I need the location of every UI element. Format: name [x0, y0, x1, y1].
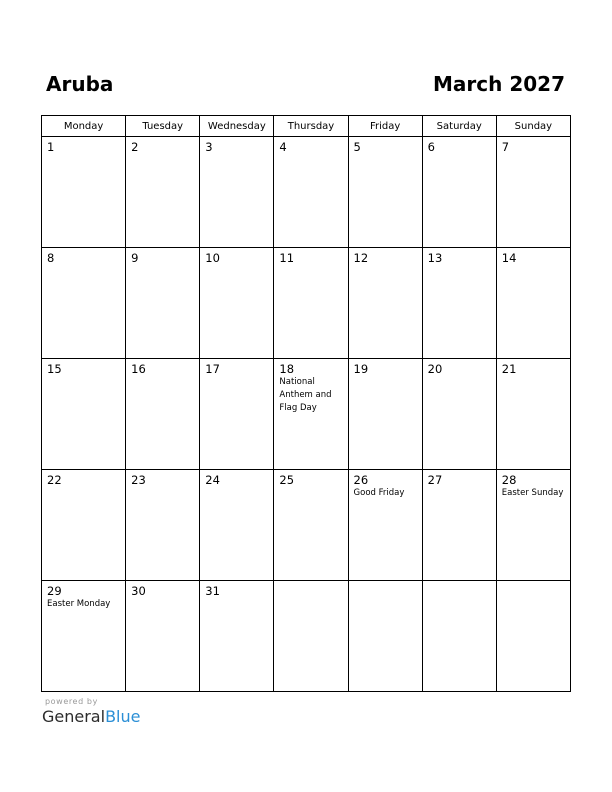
weekday-wednesday: Wednesday — [200, 116, 274, 137]
day-cell — [422, 248, 496, 359]
day-cell — [348, 248, 422, 359]
day-cell — [274, 248, 348, 359]
day-cell — [496, 248, 570, 359]
weekday-monday: Monday — [42, 116, 126, 137]
day-cell — [274, 137, 348, 248]
day-cell — [126, 470, 200, 581]
day-number: 12 — [353, 251, 369, 265]
day-number: 15 — [47, 362, 62, 376]
generalblue-logo-link[interactable] — [42, 707, 140, 727]
week-row-4 — [42, 470, 571, 581]
day-cell — [200, 137, 274, 248]
day-cell — [200, 581, 274, 692]
day-number: 30 — [131, 584, 146, 598]
day-cell — [200, 470, 274, 581]
day-number: 18 — [279, 362, 295, 376]
day-number: 19 — [353, 362, 369, 376]
day-number: 13 — [427, 251, 443, 265]
day-cell — [422, 470, 496, 581]
holiday-label: Easter Sunday — [501, 488, 564, 498]
day-number: 6 — [427, 140, 435, 154]
day-number: 8 — [47, 251, 55, 265]
holiday-label: Good Friday — [353, 488, 405, 498]
day-number: 14 — [501, 251, 517, 265]
day-number: 29 — [47, 584, 62, 598]
day-cell — [126, 359, 200, 470]
day-number: 11 — [279, 251, 295, 265]
day-number: 1 — [47, 140, 55, 154]
day-cell — [126, 581, 200, 692]
day-cell — [422, 137, 496, 248]
day-number: 27 — [427, 473, 443, 487]
day-number: 31 — [205, 584, 220, 598]
day-cell — [42, 581, 126, 692]
day-number: 7 — [501, 140, 510, 154]
day-cell — [274, 359, 348, 470]
holiday-label: Easter Monday — [47, 599, 111, 609]
day-number: 23 — [131, 473, 146, 487]
day-cell — [126, 137, 200, 248]
day-number: 28 — [501, 473, 517, 487]
day-number: 5 — [353, 140, 361, 154]
day-number: 21 — [501, 362, 517, 376]
day-cell — [42, 248, 126, 359]
day-number: 17 — [205, 362, 220, 376]
calendar-grid — [41, 115, 571, 692]
day-cell — [274, 581, 348, 692]
day-number: 26 — [353, 473, 369, 487]
weekday-saturday: Saturday — [422, 116, 496, 137]
day-number: 16 — [131, 362, 146, 376]
weekday-sunday: Sunday — [496, 116, 570, 137]
day-cell — [496, 470, 570, 581]
day-cell — [42, 359, 126, 470]
weekday-tuesday: Tuesday — [126, 116, 200, 137]
day-number: 4 — [279, 140, 287, 154]
day-number: 2 — [131, 140, 139, 154]
day-number: 22 — [47, 473, 62, 487]
day-cell — [496, 359, 570, 470]
day-number — [497, 581, 570, 584]
day-number: 20 — [427, 362, 443, 376]
day-cell — [348, 359, 422, 470]
day-number: 9 — [131, 251, 139, 265]
day-cell — [348, 470, 422, 581]
day-cell — [348, 581, 422, 692]
day-cell — [126, 248, 200, 359]
day-cell — [422, 359, 496, 470]
day-cell — [42, 137, 126, 248]
day-cell — [496, 137, 570, 248]
day-cell — [200, 359, 274, 470]
brand-general-text: General — [42, 707, 106, 726]
day-cell — [42, 470, 126, 581]
day-cell — [200, 248, 274, 359]
country-title: Aruba — [46, 72, 114, 96]
week-row-3 — [42, 359, 571, 470]
day-number — [274, 581, 347, 584]
weekday-thursday: Thursday — [274, 116, 348, 137]
day-number: 24 — [205, 473, 220, 487]
day-cell — [348, 137, 422, 248]
powered-by-label: powered by — [45, 697, 98, 706]
month-title: March 2027 — [433, 72, 565, 96]
week-row-1 — [42, 137, 571, 248]
day-number: 3 — [205, 140, 213, 154]
week-row-2 — [42, 248, 571, 359]
day-cell — [422, 581, 496, 692]
weekday-header-row — [42, 116, 571, 137]
day-cell — [274, 470, 348, 581]
brand-blue-text: Blue — [105, 707, 141, 726]
day-number: 25 — [279, 473, 295, 487]
day-number: 10 — [205, 251, 220, 265]
week-row-5 — [42, 581, 571, 692]
day-number — [423, 581, 496, 584]
weekday-friday: Friday — [348, 116, 422, 137]
holiday-label: National Anthem and Flag Day — [279, 377, 332, 413]
day-number — [349, 581, 422, 584]
day-cell — [496, 581, 570, 692]
